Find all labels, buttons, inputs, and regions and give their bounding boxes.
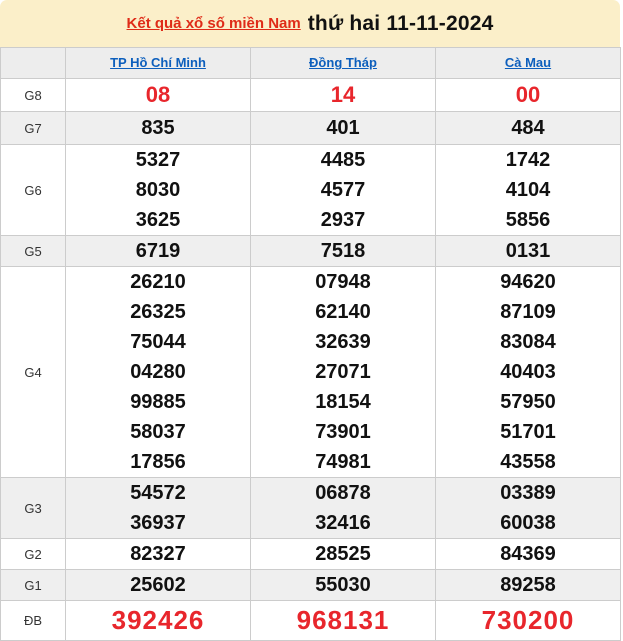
prize-cell — [251, 236, 436, 267]
prize-cell — [66, 145, 251, 236]
prize-label: ĐB — [1, 601, 66, 641]
prize-row — [1, 79, 621, 112]
prize-cell — [251, 79, 436, 112]
prize-number: 43558 — [500, 451, 556, 473]
prize-number: 74981 — [315, 451, 371, 473]
prize-number: 60038 — [500, 512, 556, 534]
prize-number: 14 — [330, 82, 356, 107]
prize-cell — [251, 145, 436, 236]
prize-number: 18154 — [315, 391, 371, 413]
prize-number: 8030 — [135, 179, 181, 201]
prize-number: 07948 — [315, 271, 371, 293]
results-header-band — [0, 0, 620, 47]
prize-cell — [436, 267, 621, 478]
prize-cell — [436, 539, 621, 570]
prize-cell — [251, 267, 436, 478]
prize-number: 6719 — [135, 240, 181, 262]
prize-cell — [66, 236, 251, 267]
prize-number: 835 — [141, 117, 175, 139]
column-header-row — [1, 48, 621, 79]
prize-row — [1, 112, 621, 145]
prize-cell — [66, 601, 251, 641]
prize-number: 3625 — [135, 209, 181, 231]
prize-number: 392426 — [111, 605, 205, 635]
prize-number: 75044 — [130, 331, 186, 353]
prize-number: 28525 — [315, 543, 371, 565]
prize-number: 5856 — [505, 209, 551, 231]
prize-row — [1, 478, 621, 539]
prize-label: G2 — [1, 539, 66, 570]
prize-number: 94620 — [500, 271, 556, 293]
prize-number: 5327 — [135, 149, 181, 171]
prize-number: 2937 — [320, 209, 366, 231]
prize-number: 03389 — [500, 482, 556, 504]
prize-cell — [436, 145, 621, 236]
province-header-tphcm — [66, 48, 251, 79]
prize-number: 84369 — [500, 543, 556, 565]
prize-row — [1, 236, 621, 267]
prize-row — [1, 570, 621, 601]
prize-label: G6 — [1, 145, 66, 236]
prize-number: 4577 — [320, 179, 366, 201]
prize-number: 62140 — [315, 301, 371, 323]
prize-number: 40403 — [500, 361, 556, 383]
prize-cell — [436, 112, 621, 145]
prize-number: 36937 — [130, 512, 186, 534]
province-link-camau[interactable]: Cà Mau — [504, 55, 552, 70]
prize-cell — [436, 478, 621, 539]
results-title-link[interactable]: Kết quả xổ số miền Nam — [126, 15, 301, 32]
prize-cell — [66, 112, 251, 145]
prize-number: 89258 — [500, 574, 556, 596]
prize-number: 26210 — [130, 271, 186, 293]
prize-cell — [251, 478, 436, 539]
prize-cell — [66, 79, 251, 112]
prize-number: 7518 — [320, 240, 366, 262]
prize-number: 00 — [515, 82, 541, 107]
prize-cell — [66, 539, 251, 570]
prize-cell — [251, 112, 436, 145]
prize-number: 401 — [326, 117, 360, 139]
prize-cell — [436, 601, 621, 641]
prize-number: 730200 — [481, 605, 575, 635]
prize-number: 4104 — [505, 179, 551, 201]
prize-number: 82327 — [130, 543, 186, 565]
prize-cell — [436, 79, 621, 112]
prize-number: 99885 — [130, 391, 186, 413]
prize-number: 51701 — [500, 421, 556, 443]
prize-cell — [436, 236, 621, 267]
prize-label: G5 — [1, 236, 66, 267]
prize-row — [1, 267, 621, 478]
prize-cell — [251, 601, 436, 641]
prize-number: 08 — [145, 82, 171, 107]
prize-cell — [251, 570, 436, 601]
prize-number: 57950 — [500, 391, 556, 413]
prize-row — [1, 145, 621, 236]
corner-cell — [1, 48, 66, 79]
prize-cell — [66, 478, 251, 539]
prize-number: 55030 — [315, 574, 371, 596]
prize-label: G1 — [1, 570, 66, 601]
prize-number: 0131 — [505, 240, 551, 262]
prize-number: 25602 — [130, 574, 186, 596]
prize-number: 26325 — [130, 301, 186, 323]
prize-number: 32416 — [315, 512, 371, 534]
province-header-camau — [436, 48, 621, 79]
prize-number: 54572 — [130, 482, 186, 504]
results-date: thứ hai 11-11-2024 — [307, 11, 494, 35]
prize-label: G8 — [1, 79, 66, 112]
prize-number: 17856 — [130, 451, 186, 473]
prize-number: 58037 — [130, 421, 186, 443]
prize-number: 73901 — [315, 421, 371, 443]
prize-cell — [66, 570, 251, 601]
prize-number: 06878 — [315, 482, 371, 504]
results-table — [0, 47, 621, 641]
prize-number: 4485 — [320, 149, 366, 171]
province-header-dongthap — [251, 48, 436, 79]
province-link-tphcm[interactable]: TP Hồ Chí Minh — [110, 55, 206, 70]
prize-number: 04280 — [130, 361, 186, 383]
prize-label: G7 — [1, 112, 66, 145]
prize-cell — [66, 267, 251, 478]
prize-number: 484 — [511, 117, 545, 139]
prize-number: 32639 — [315, 331, 371, 353]
prize-cell — [251, 539, 436, 570]
prize-row — [1, 539, 621, 570]
prize-number: 87109 — [500, 301, 556, 323]
province-link-dongthap[interactable]: Đồng Tháp — [309, 55, 377, 70]
prize-cell — [436, 570, 621, 601]
prize-row — [1, 601, 621, 641]
prize-number: 968131 — [296, 605, 390, 635]
prize-number: 27071 — [315, 361, 371, 383]
prize-number: 83084 — [500, 331, 556, 353]
prize-label: G3 — [1, 478, 66, 539]
prize-label: G4 — [1, 267, 66, 478]
prize-number: 1742 — [505, 149, 551, 171]
